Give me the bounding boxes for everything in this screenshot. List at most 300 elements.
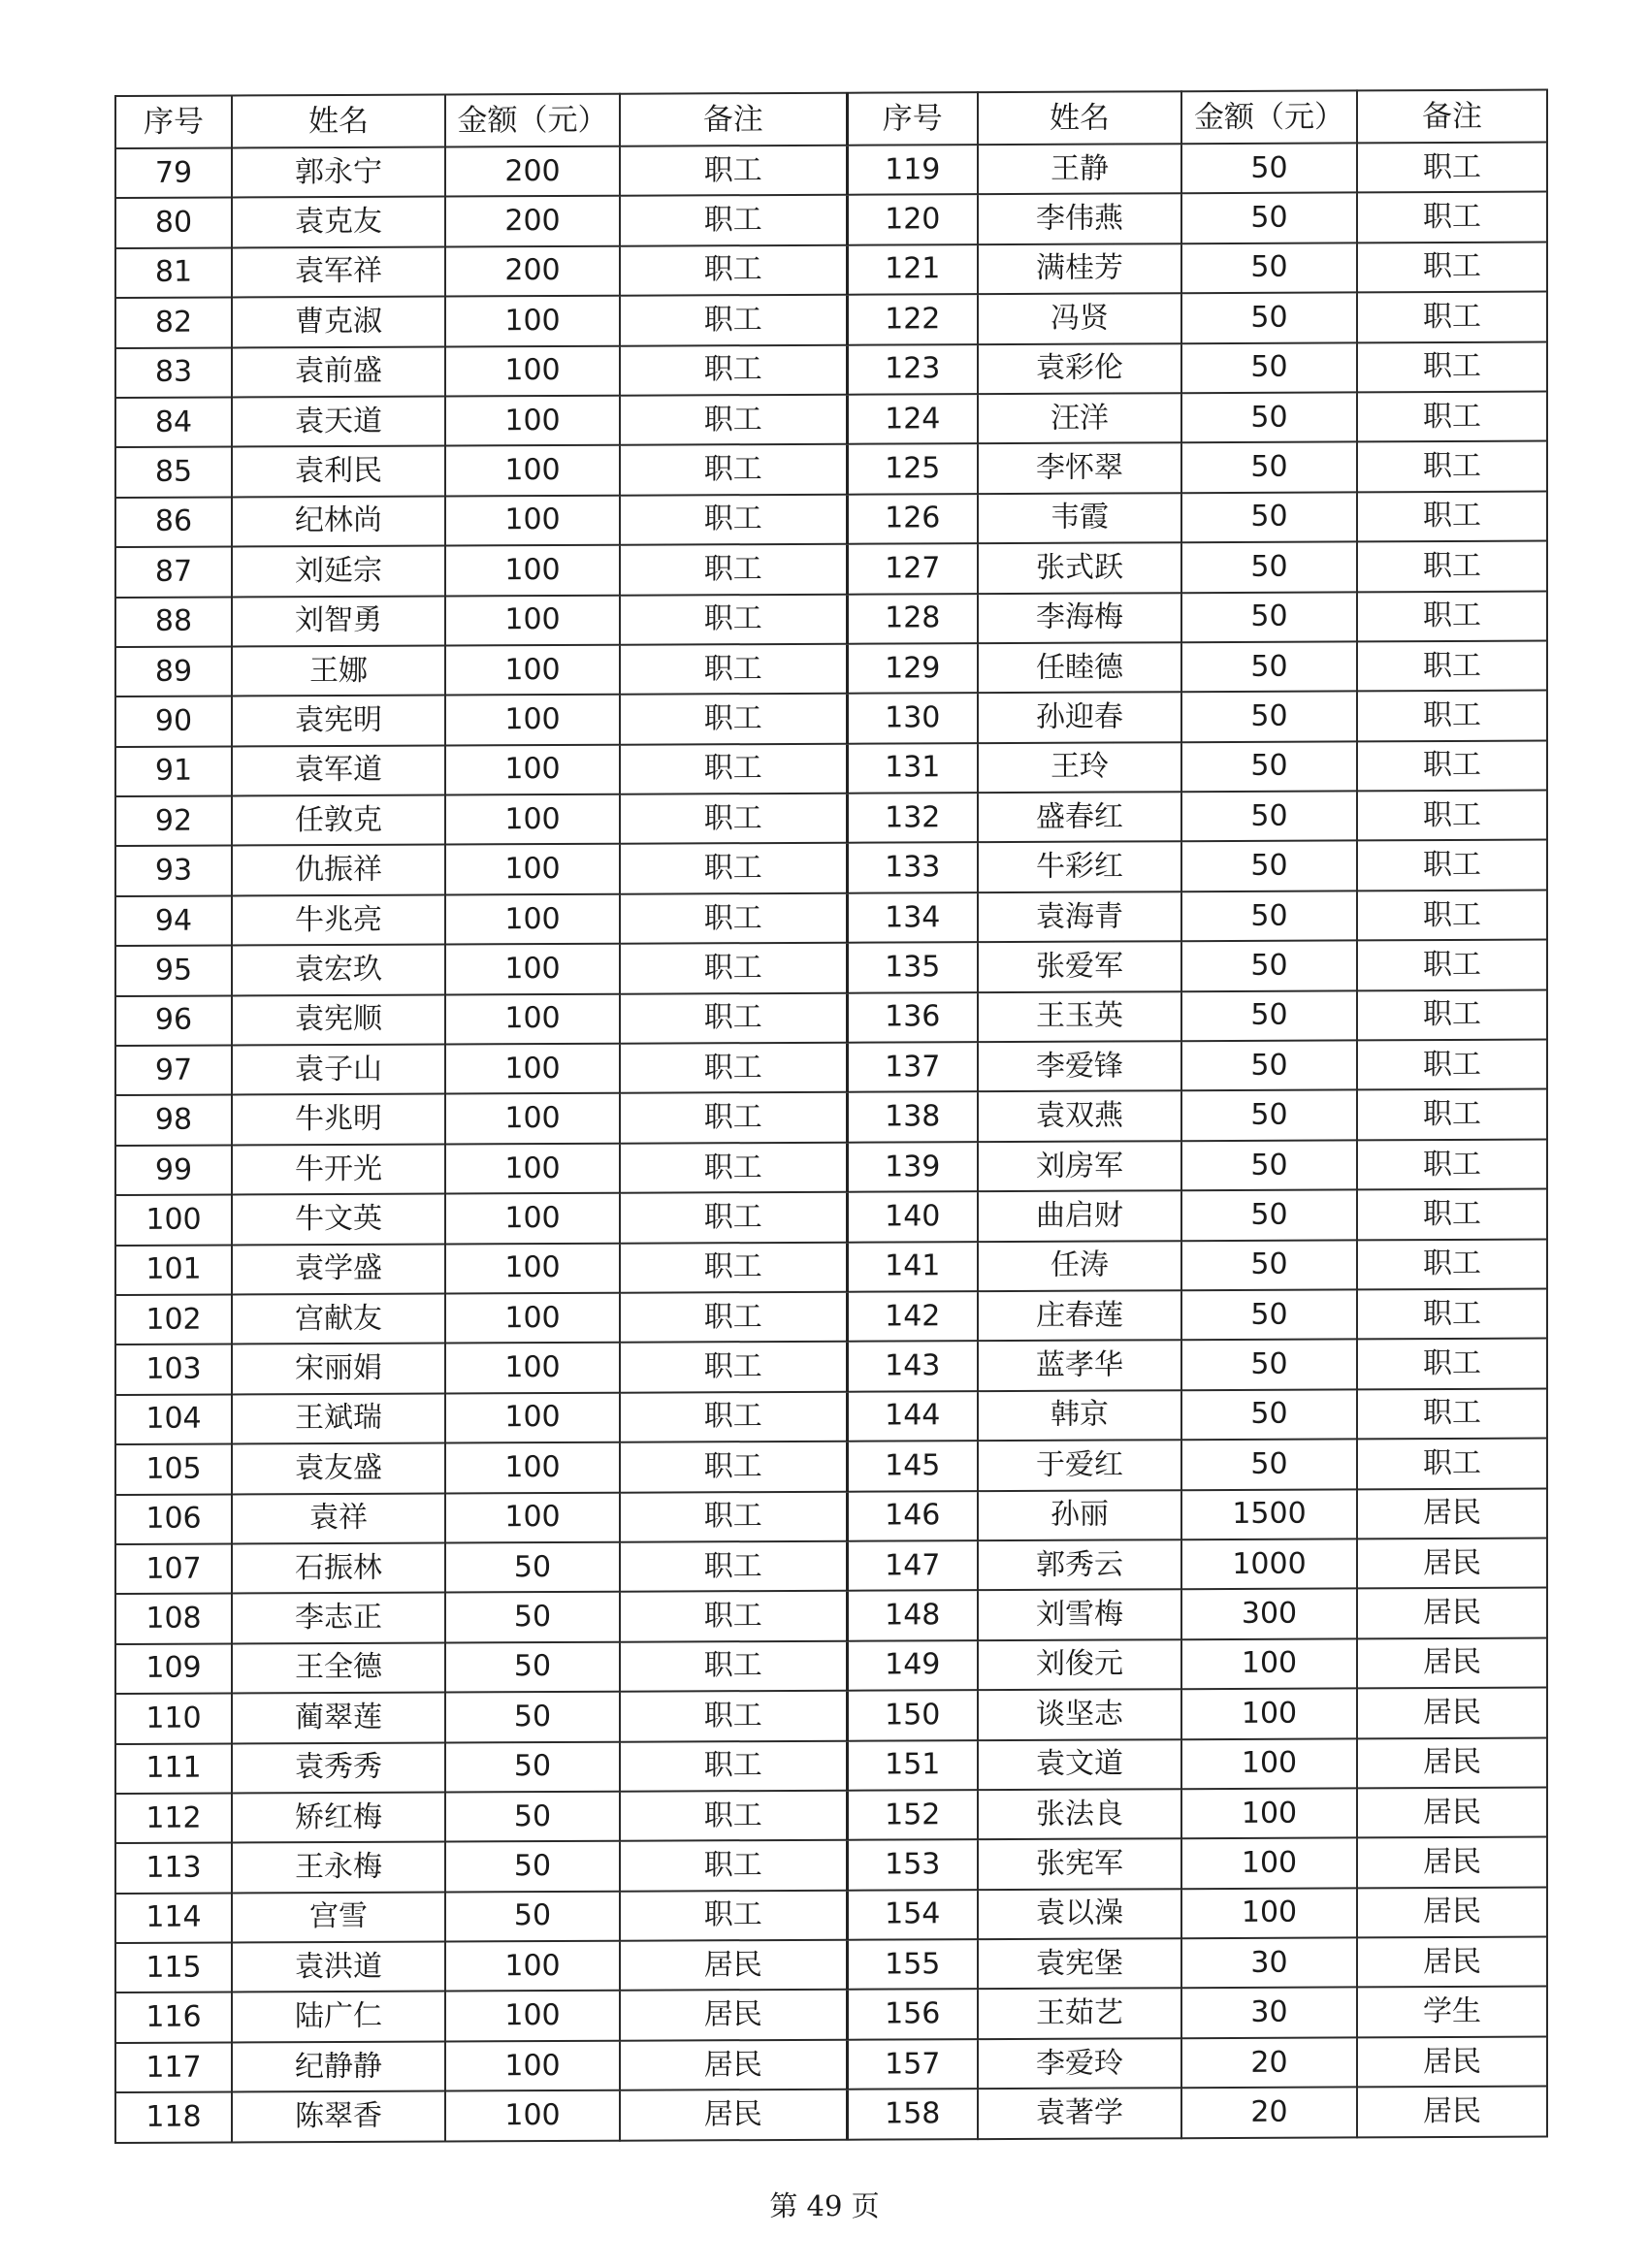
table-row <box>115 192 1547 248</box>
remark-cell: 职工 <box>620 146 847 196</box>
remark-cell: 职工 <box>620 1541 847 1592</box>
name-cell-right: 庄春莲 <box>978 1290 1181 1341</box>
amount-cell: 100 <box>445 296 620 346</box>
amount-cell-right: 1000 <box>1181 1539 1357 1589</box>
amount-cell: 100 <box>445 545 620 596</box>
index-cell: 94 <box>115 895 232 946</box>
index-cell: 88 <box>115 597 232 647</box>
remark-cell: 职工 <box>620 1391 847 1442</box>
remark-cell: 职工 <box>620 494 847 544</box>
remark-cell-right: 居民 <box>1357 1937 1547 1988</box>
name-cell-right: 郭秀云 <box>978 1539 1181 1590</box>
index-cell: 100 <box>115 1195 232 1246</box>
remark-cell-right: 职工 <box>1357 392 1547 442</box>
amount-cell: 50 <box>445 1592 620 1642</box>
name-cell: 仇振祥 <box>232 845 445 895</box>
index-cell-right: 139 <box>847 1142 978 1192</box>
index-cell-right: 149 <box>847 1640 978 1691</box>
amount-cell-right: 50 <box>1181 941 1357 991</box>
amount-cell-right: 50 <box>1181 1090 1357 1141</box>
table-row <box>115 1239 1547 1295</box>
name-cell-right: 袁双燕 <box>978 1091 1181 1142</box>
index-cell-right: 150 <box>847 1690 978 1740</box>
remark-cell-right: 居民 <box>1357 1837 1547 1888</box>
amount-cell: 100 <box>445 2090 620 2141</box>
name-cell: 蔺翠莲 <box>232 1693 445 1743</box>
amount-cell-right: 50 <box>1181 990 1357 1041</box>
index-cell-right: 148 <box>847 1590 978 1640</box>
table-row <box>115 1139 1547 1195</box>
index-cell: 89 <box>115 646 232 697</box>
index-cell: 92 <box>115 796 232 847</box>
index-cell: 105 <box>115 1444 232 1495</box>
amount-cell-right: 50 <box>1181 492 1357 542</box>
amount-cell-right: 20 <box>1181 2088 1357 2138</box>
table-row <box>115 441 1547 498</box>
amount-cell-right: 50 <box>1181 442 1357 493</box>
table-row <box>115 341 1547 398</box>
amount-cell-right: 100 <box>1181 1788 1357 1838</box>
name-cell: 袁洪道 <box>232 1942 445 1993</box>
name-cell-right: 张宪军 <box>978 1838 1181 1889</box>
amount-cell-right: 50 <box>1181 1340 1357 1390</box>
name-cell: 宫献友 <box>232 1293 445 1344</box>
table-row <box>115 1439 1547 1495</box>
name-cell-right: 冯贤 <box>978 293 1181 343</box>
remark-cell-right: 职工 <box>1357 1139 1547 1189</box>
header-name-right: 姓名 <box>978 91 1181 145</box>
amount-cell-right: 20 <box>1181 2037 1357 2088</box>
name-cell: 袁克友 <box>232 197 445 247</box>
index-cell-right: 140 <box>847 1191 978 1242</box>
table-row <box>115 740 1547 796</box>
remark-cell: 职工 <box>620 444 847 495</box>
remark-cell-right: 职工 <box>1357 1388 1547 1439</box>
remark-cell-right: 居民 <box>1357 2087 1547 2137</box>
name-cell: 宫雪 <box>232 1892 445 1942</box>
amount-cell-right: 50 <box>1181 1040 1357 1090</box>
remark-cell-right: 职工 <box>1357 1239 1547 1289</box>
name-cell-right: 刘房军 <box>978 1141 1181 1191</box>
remark-cell: 职工 <box>620 694 847 744</box>
amount-cell: 100 <box>445 396 620 446</box>
index-cell-right: 126 <box>847 494 978 544</box>
remark-cell: 职工 <box>620 794 847 844</box>
table-row <box>115 242 1547 298</box>
amount-cell-right: 30 <box>1181 1988 1357 2038</box>
index-cell-right: 154 <box>847 1890 978 1940</box>
table-row <box>115 1987 1547 2043</box>
amount-cell: 200 <box>445 146 620 197</box>
remark-cell: 职工 <box>620 1292 847 1343</box>
index-cell: 115 <box>115 1943 232 1993</box>
name-cell-right: 袁文道 <box>978 1739 1181 1790</box>
amount-cell: 100 <box>445 993 620 1044</box>
index-cell: 103 <box>115 1345 232 1395</box>
amount-cell-right: 50 <box>1181 1140 1357 1190</box>
name-cell-right: 袁著学 <box>978 2088 1181 2138</box>
name-cell-right: 任涛 <box>978 1241 1181 1291</box>
remark-cell: 职工 <box>620 943 847 993</box>
amount-cell: 100 <box>445 1293 620 1344</box>
name-cell-right: 袁彩伦 <box>978 343 1181 394</box>
amount-cell: 100 <box>445 1343 620 1393</box>
index-cell: 97 <box>115 1046 232 1096</box>
remark-cell: 职工 <box>620 295 847 345</box>
amount-cell: 50 <box>445 1692 620 1742</box>
index-cell: 93 <box>115 846 232 896</box>
remark-cell-right: 职工 <box>1357 1339 1547 1389</box>
name-cell: 牛开光 <box>232 1144 445 1194</box>
amount-cell-right: 30 <box>1181 1937 1357 1988</box>
index-cell-right: 135 <box>847 942 978 992</box>
index-cell: 98 <box>115 1095 232 1146</box>
index-cell-right: 143 <box>847 1341 978 1391</box>
name-cell: 王全德 <box>232 1642 445 1693</box>
index-cell: 106 <box>115 1494 232 1544</box>
name-cell-right: 牛彩红 <box>978 842 1181 892</box>
table-row <box>115 1289 1547 1345</box>
index-cell-right: 144 <box>847 1391 978 1442</box>
name-cell: 刘智勇 <box>232 596 445 646</box>
index-cell-right: 156 <box>847 1990 978 2040</box>
table-row <box>115 989 1547 1046</box>
index-cell: 91 <box>115 746 232 796</box>
index-cell-right: 122 <box>847 294 978 344</box>
remark-cell-right: 职工 <box>1357 691 1547 741</box>
amount-cell: 100 <box>445 944 620 994</box>
remark-cell-right: 职工 <box>1357 1439 1547 1489</box>
remark-cell-right: 学生 <box>1357 1987 1547 2037</box>
remark-cell-right: 职工 <box>1357 441 1547 492</box>
remark-cell-right: 职工 <box>1357 640 1547 691</box>
name-cell-right: 李爱锋 <box>978 1041 1181 1091</box>
amount-cell: 50 <box>445 1542 620 1593</box>
name-cell-right: 张法良 <box>978 1789 1181 1839</box>
index-cell-right: 134 <box>847 892 978 943</box>
table-row <box>115 791 1547 847</box>
index-cell: 109 <box>115 1643 232 1694</box>
remark-cell-right: 职工 <box>1357 242 1547 292</box>
table-row <box>115 292 1547 348</box>
remark-cell: 职工 <box>620 843 847 893</box>
name-cell: 袁子山 <box>232 1045 445 1095</box>
amount-cell-right: 50 <box>1181 791 1357 841</box>
table-row <box>115 1688 1547 1744</box>
remark-cell: 职工 <box>620 1143 847 1193</box>
amount-cell-right: 50 <box>1181 841 1357 891</box>
table-row <box>115 1488 1547 1544</box>
name-cell: 袁前盛 <box>232 346 445 397</box>
name-cell: 郭永宁 <box>232 147 445 198</box>
name-cell-right: 韦霞 <box>978 493 1181 543</box>
remark-cell: 职工 <box>620 244 847 295</box>
amount-cell: 50 <box>445 1792 620 1842</box>
remark-cell-right: 职工 <box>1357 292 1547 342</box>
index-cell-right: 133 <box>847 843 978 893</box>
index-cell: 99 <box>115 1145 232 1195</box>
name-cell-right: 李伟燕 <box>978 194 1181 244</box>
name-cell-right: 王静 <box>978 144 1181 194</box>
amount-cell-right: 1500 <box>1181 1489 1357 1539</box>
amount-cell-right: 100 <box>1181 1738 1357 1789</box>
name-cell: 王永梅 <box>232 1842 445 1893</box>
name-cell-right: 于爱红 <box>978 1440 1181 1490</box>
name-cell: 刘延宗 <box>232 546 445 597</box>
name-cell-right: 袁宪堡 <box>978 1938 1181 1989</box>
name-cell: 宋丽娟 <box>232 1344 445 1394</box>
name-cell: 袁宏玖 <box>232 945 445 995</box>
table-row <box>115 1787 1547 1843</box>
index-cell: 107 <box>115 1543 232 1594</box>
remark-cell-right: 职工 <box>1357 840 1547 891</box>
name-cell-right: 李爱玲 <box>978 2038 1181 2089</box>
amount-cell: 50 <box>445 1891 620 1941</box>
remark-cell-right: 职工 <box>1357 791 1547 841</box>
remark-cell: 职工 <box>620 1591 847 1641</box>
remark-cell-right: 居民 <box>1357 1637 1547 1688</box>
index-cell: 110 <box>115 1694 232 1744</box>
name-cell-right: 盛春红 <box>978 792 1181 842</box>
index-cell: 84 <box>115 397 232 447</box>
name-cell: 矫红梅 <box>232 1792 445 1842</box>
amount-cell-right: 50 <box>1181 143 1357 193</box>
index-cell: 117 <box>115 2042 232 2092</box>
remark-cell: 职工 <box>620 1890 847 1940</box>
amount-cell: 100 <box>445 744 620 794</box>
index-cell: 79 <box>115 147 232 198</box>
index-cell: 87 <box>115 547 232 598</box>
index-cell-right: 132 <box>847 793 978 843</box>
name-cell-right: 孙丽 <box>978 1490 1181 1540</box>
index-cell: 85 <box>115 447 232 498</box>
table-row <box>115 1837 1547 1894</box>
table-row <box>115 2036 1547 2092</box>
table-row <box>115 1637 1547 1694</box>
remark-cell: 职工 <box>620 1791 847 1841</box>
index-cell: 102 <box>115 1294 232 1345</box>
index-cell: 86 <box>115 497 232 547</box>
amount-cell-right: 300 <box>1181 1589 1357 1639</box>
remark-cell: 职工 <box>620 1242 847 1292</box>
table-row <box>115 1538 1547 1594</box>
index-cell: 90 <box>115 697 232 747</box>
remark-cell: 职工 <box>620 544 847 595</box>
name-cell-right: 谈坚志 <box>978 1689 1181 1739</box>
name-cell: 陆广仁 <box>232 1992 445 2042</box>
amount-cell: 100 <box>445 1144 620 1194</box>
amount-cell-right: 50 <box>1181 1389 1357 1440</box>
name-cell-right: 蓝孝华 <box>978 1341 1181 1391</box>
index-cell-right: 147 <box>847 1540 978 1591</box>
amount-cell: 100 <box>445 695 620 745</box>
amount-cell-right: 100 <box>1181 1689 1357 1739</box>
table-row <box>115 890 1547 946</box>
remark-cell-right: 职工 <box>1357 940 1547 990</box>
remark-cell: 职工 <box>620 992 847 1043</box>
table-row <box>115 541 1547 598</box>
name-cell: 纪林尚 <box>232 496 445 546</box>
name-cell: 牛兆明 <box>232 1094 445 1145</box>
remark-cell-right: 职工 <box>1357 989 1547 1040</box>
name-cell-right: 任睦德 <box>978 642 1181 693</box>
index-cell-right: 158 <box>847 2089 978 2139</box>
index-cell-right: 131 <box>847 743 978 794</box>
amount-cell: 100 <box>445 1392 620 1442</box>
table-row <box>115 1339 1547 1395</box>
index-cell-right: 127 <box>847 543 978 594</box>
amount-cell-right: 50 <box>1181 243 1357 293</box>
amount-cell: 100 <box>445 1044 620 1094</box>
amount-cell-right: 50 <box>1181 641 1357 692</box>
index-cell-right: 120 <box>847 195 978 245</box>
amount-cell-right: 50 <box>1181 592 1357 642</box>
table-row <box>115 1737 1547 1794</box>
remark-cell: 职工 <box>620 1192 847 1243</box>
remark-cell-right: 职工 <box>1357 591 1547 641</box>
table-row <box>115 1089 1547 1146</box>
index-cell-right: 128 <box>847 594 978 644</box>
index-cell-right: 136 <box>847 992 978 1043</box>
index-cell-right: 129 <box>847 643 978 694</box>
index-cell-right: 152 <box>847 1790 978 1840</box>
amount-cell: 100 <box>445 894 620 945</box>
index-cell: 111 <box>115 1743 232 1794</box>
index-cell-right: 124 <box>847 394 978 444</box>
name-cell: 牛兆亮 <box>232 894 445 945</box>
remark-cell-right: 居民 <box>1357 1887 1547 1937</box>
name-cell: 袁友盛 <box>232 1443 445 1494</box>
remark-cell: 职工 <box>620 594 847 644</box>
table-row <box>115 1887 1547 1943</box>
amount-cell-right: 50 <box>1181 293 1357 343</box>
remark-cell-right: 职工 <box>1357 341 1547 392</box>
amount-cell-right: 50 <box>1181 1440 1357 1490</box>
remark-cell: 职工 <box>620 1740 847 1791</box>
name-cell: 牛文英 <box>232 1194 445 1245</box>
table-row <box>115 1588 1547 1644</box>
remark-cell: 职工 <box>620 1691 847 1741</box>
header-name: 姓名 <box>232 95 445 148</box>
name-cell-right: 曲启财 <box>978 1190 1181 1241</box>
name-cell: 曹克淑 <box>232 297 445 347</box>
table-row <box>115 1937 1547 1993</box>
amount-cell: 100 <box>445 1492 620 1542</box>
table-row <box>115 640 1547 697</box>
amount-cell: 100 <box>445 595 620 645</box>
index-cell: 95 <box>115 946 232 996</box>
table-row <box>115 2087 1547 2143</box>
index-cell: 108 <box>115 1594 232 1644</box>
amount-cell: 100 <box>445 2041 620 2091</box>
amount-cell: 200 <box>445 196 620 246</box>
remark-cell: 职工 <box>620 1092 847 1143</box>
amount-cell: 100 <box>445 495 620 545</box>
name-cell-right: 汪洋 <box>978 393 1181 443</box>
remark-cell: 居民 <box>620 1940 847 1991</box>
remark-cell-right: 职工 <box>1357 890 1547 940</box>
name-cell: 袁学盛 <box>232 1244 445 1294</box>
name-cell: 袁军道 <box>232 745 445 795</box>
remark-cell: 职工 <box>620 1043 847 1093</box>
index-cell-right: 155 <box>847 1939 978 1990</box>
index-cell-right: 137 <box>847 1042 978 1092</box>
index-cell: 116 <box>115 1993 232 2043</box>
remark-cell: 职工 <box>620 1342 847 1392</box>
remark-cell-right: 居民 <box>1357 1488 1547 1539</box>
remark-cell: 职工 <box>620 644 847 695</box>
header-remark-right: 备注 <box>1357 90 1547 144</box>
remark-cell: 职工 <box>620 893 847 944</box>
amount-cell: 50 <box>445 1841 620 1892</box>
amount-cell: 100 <box>445 345 620 396</box>
name-cell-right: 张式跃 <box>978 542 1181 593</box>
header-index-right: 序号 <box>847 92 978 146</box>
amount-cell: 100 <box>445 1193 620 1244</box>
name-cell: 纪静静 <box>232 2041 445 2091</box>
index-cell: 83 <box>115 347 232 398</box>
amount-cell-right: 100 <box>1181 1888 1357 1938</box>
amount-cell: 50 <box>445 1741 620 1792</box>
index-cell-right: 153 <box>847 1839 978 1890</box>
amount-cell-right: 50 <box>1181 542 1357 593</box>
amount-cell: 100 <box>445 844 620 894</box>
table-row <box>115 1040 1547 1096</box>
name-cell-right: 王茹艺 <box>978 1989 1181 2039</box>
header-amount-right: 金额（元） <box>1181 90 1357 144</box>
page-number: 第 49 页 <box>769 2189 880 2222</box>
amount-cell-right: 50 <box>1181 1289 1357 1340</box>
name-cell: 袁宪顺 <box>232 994 445 1045</box>
index-cell-right: 121 <box>847 244 978 295</box>
table-row <box>115 1388 1547 1444</box>
amount-cell-right: 50 <box>1181 342 1357 393</box>
table-row <box>115 840 1547 896</box>
name-cell-right: 李怀翠 <box>978 443 1181 494</box>
index-cell: 114 <box>115 1893 232 1943</box>
remark-cell-right: 居民 <box>1357 1588 1547 1638</box>
name-cell: 王娜 <box>232 645 445 696</box>
index-cell: 96 <box>115 995 232 1046</box>
name-cell: 李志正 <box>232 1593 445 1643</box>
index-cell-right: 119 <box>847 145 978 195</box>
table-row <box>115 1189 1547 1246</box>
remark-cell-right: 职工 <box>1357 740 1547 791</box>
remark-cell: 职工 <box>620 743 847 794</box>
amount-cell: 100 <box>445 1243 620 1293</box>
index-cell: 112 <box>115 1793 232 1843</box>
remark-cell: 职工 <box>620 195 847 245</box>
index-cell: 80 <box>115 198 232 248</box>
remark-cell-right: 居民 <box>1357 2036 1547 2087</box>
index-cell: 113 <box>115 1843 232 1894</box>
index-cell: 104 <box>115 1394 232 1444</box>
amount-cell-right: 50 <box>1181 392 1357 442</box>
donation-table <box>114 89 1548 2144</box>
name-cell-right: 袁海青 <box>978 891 1181 942</box>
name-cell: 王斌瑞 <box>232 1393 445 1443</box>
remark-cell: 居民 <box>620 2040 847 2090</box>
index-cell-right: 125 <box>847 443 978 494</box>
remark-cell-right: 职工 <box>1357 1189 1547 1240</box>
amount-cell-right: 50 <box>1181 1240 1357 1290</box>
remark-cell: 居民 <box>620 2090 847 2140</box>
name-cell-right: 王玉英 <box>978 991 1181 1042</box>
name-cell: 袁秀秀 <box>232 1742 445 1793</box>
index-cell-right: 142 <box>847 1291 978 1342</box>
remark-cell: 居民 <box>620 1990 847 2040</box>
amount-cell: 100 <box>445 445 620 496</box>
